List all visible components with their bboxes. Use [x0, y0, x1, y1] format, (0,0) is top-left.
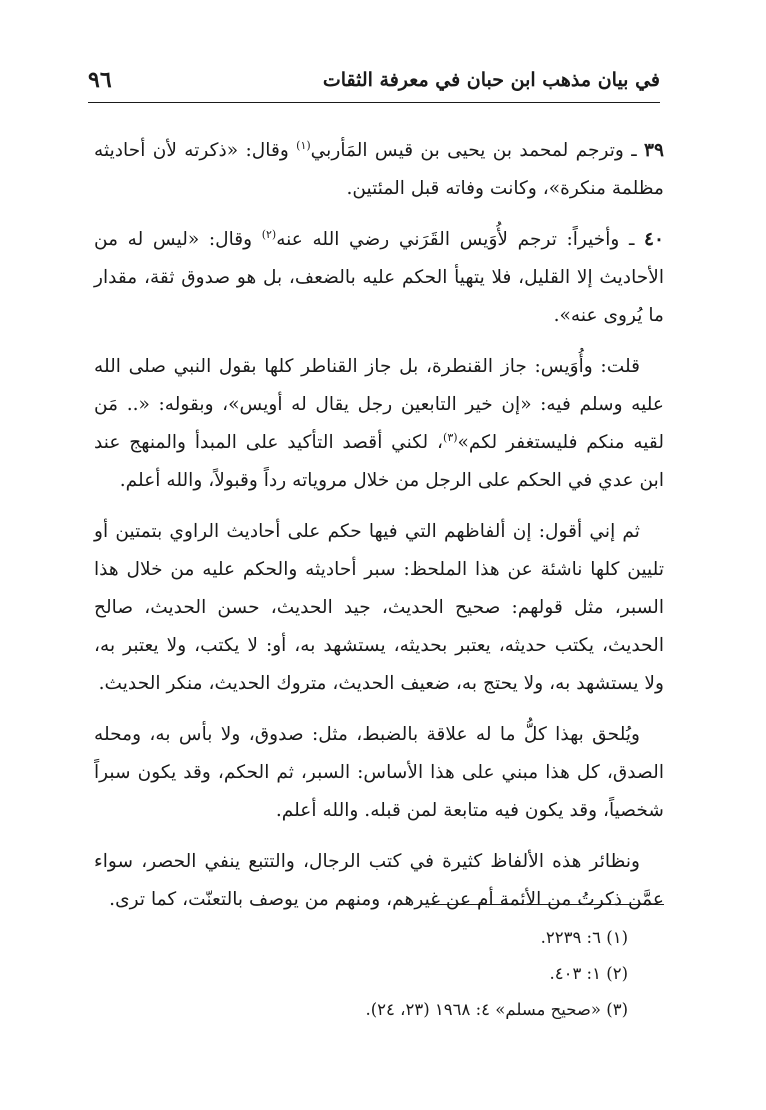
paragraph-thumma: ثم إني أقول: إن ألفاظهم التي فيها حكم على أحاديث الراوي بتمتين أو تليين كلها ناشئة عن هذا الملحظ: سبر أحاديثه والحكم عليه من خلال هذا السبر، مثل قولهم: صحيح الحديث، جيد الحديث، حسن الحديث، صالح الحديث، يكتب حديثه، يعتبر بحديثه، يستشهد به، أو: لا يكتب، ولا يعتبر به، ولا يستشهد به، ولا يحتج به، ضعيف الحديث، متروك الحديث، منكر الحديث. — [94, 521, 664, 694]
paragraph-text: ـ وأخيراً: ترجم لأُوَيس القَرَني رضي الله عنه — [276, 229, 635, 250]
footnote-ref: (٣) — [443, 430, 458, 444]
paragraph-text: وقال: «ليس له من الأحاديث إلا القليل، فلا يتهيأ الحكم عليه بالضعف، بل هو صدوق ثقة، مقدار ما يُروى عنه». — [94, 229, 664, 326]
footnote-separator — [432, 904, 664, 905]
page-number: ٩٦ — [88, 67, 112, 93]
footnote-2: (٢) ١: ٤٠٣. — [549, 964, 628, 983]
paragraph-yulhaq: ويُلحق بهذا كلُّ ما له علاقة بالضبط، مثل: صدوق، ولا بأس به، ومحله الصدق، كل هذا مبني على هذا الأساس: السبر، ثم الحكم، وقد يكون سبراً شخصياً، وقد يكون فيه متابعة لمن قبله. والله أعلم. — [94, 724, 664, 821]
paragraph-39 — [94, 132, 664, 208]
page-header — [88, 58, 660, 103]
running-title: في بيان مذهب ابن حبان في معرفة الثقات — [322, 69, 660, 91]
paragraph-text: قلت: وأُوَيس: جاز القنطرة، بل جاز القناطر كلها بقول النبي صلى الله عليه وسلم فيه: «إن خير التابعين رجل يقال له أويس»، وبقوله: «.. مَن لقيه منكم فليستغفر لكم» — [94, 356, 664, 453]
main-text — [94, 132, 664, 932]
footnotes — [108, 920, 628, 1028]
item-number: ٣٩ — [644, 140, 665, 161]
paragraph-text: ، لكني أقصد التأكيد على المبدأ والمنهج عند ابن عدي في الحكم على الرجل من خلال مروياته رداً وقبولاً، والله أعلم. — [94, 432, 664, 491]
footnote-ref: (٢) — [261, 227, 277, 241]
item-number: ٤٠ — [644, 229, 664, 250]
paragraph-text: وقال: «ذكرته لأن أحاديثه مظلمة منكرة»، وكانت وفاته قبل المئتين. — [94, 140, 664, 199]
footnote-1: (١) ٦: ٢٢٣٩. — [540, 928, 628, 947]
paragraph-qult — [94, 348, 664, 500]
paragraph-text: ـ وترجم لمحمد بن يحيى بن قيس المَأربي — [310, 140, 637, 161]
paragraph-nazair: ونظائر هذه الألفاظ كثيرة في كتب الرجال، والتتبع ينفي الحصر، سواء عمَّن ذكرتُ من الأئمة أم عن غيرهم، ومنهم من يوصف بالتعنّت، كما ترى. — [94, 851, 664, 910]
footnote-ref: (١) — [296, 138, 311, 152]
paragraph-40 — [94, 221, 664, 335]
footnote-3: (٣) «صحيح مسلم» ٤: ١٩٦٨ (٢٣، ٢٤). — [365, 1000, 628, 1019]
